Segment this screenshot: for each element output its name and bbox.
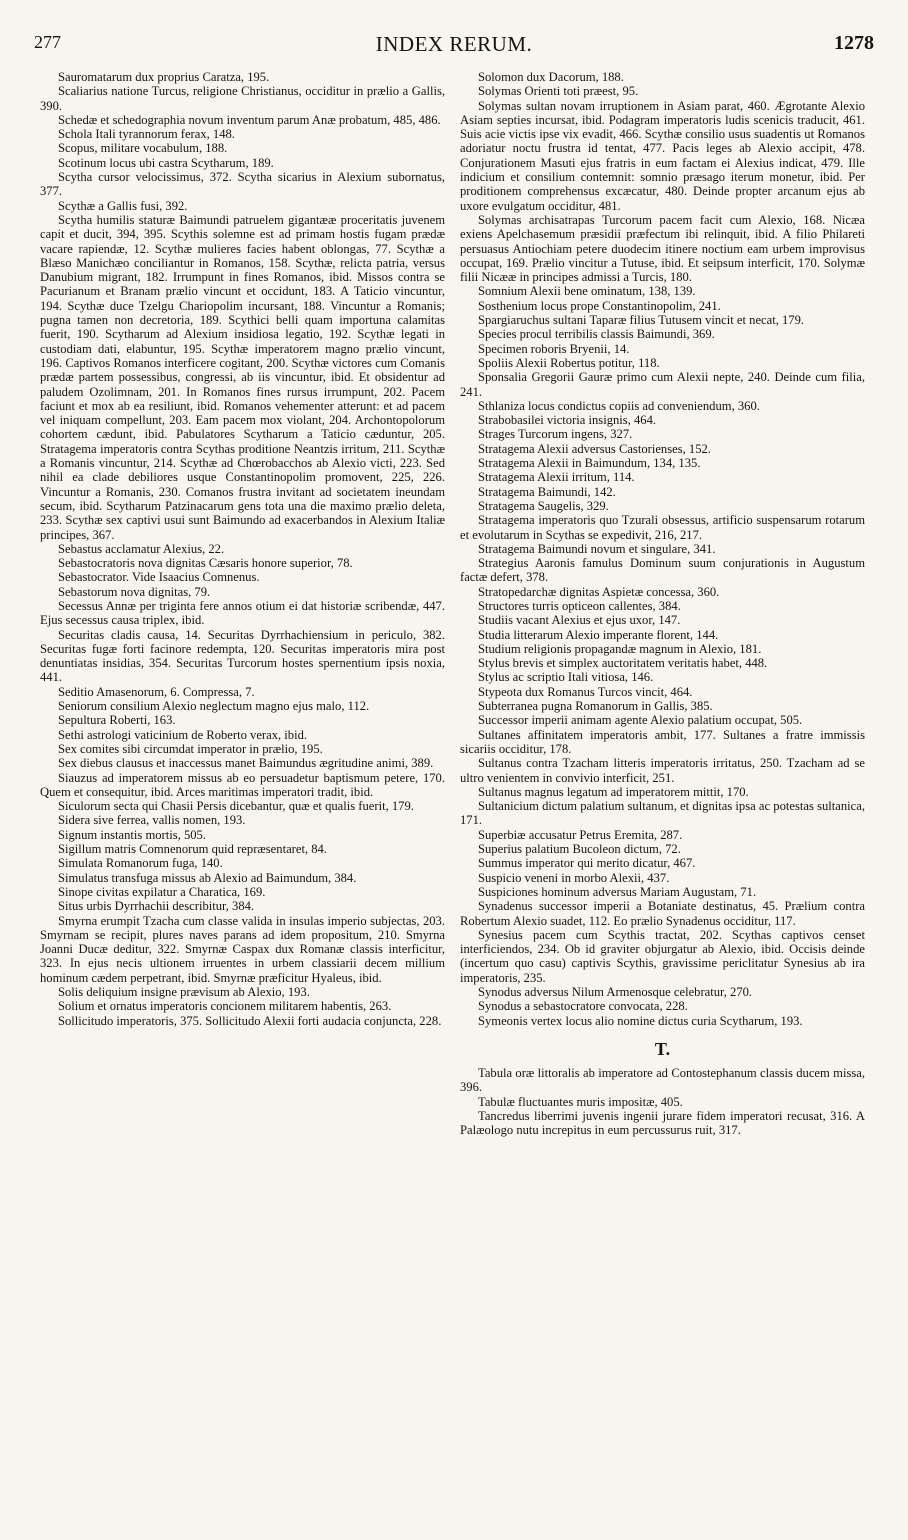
index-entry: Strategius Aaronis famulus Dominum suum conjurationis in Augustum factæ defert, 378. bbox=[460, 556, 865, 585]
index-entry: Spargiaruchus sultani Taparæ filius Tutusem vincit et necat, 179. bbox=[478, 313, 805, 328]
index-entry: Spoliis Alexii Robertus potitur, 118. bbox=[478, 355, 660, 370]
index-entry: Suspicio veneni in morbo Alexii, 437. bbox=[478, 870, 670, 885]
index-entry: Scaliarius natione Turcus, religione Christianus, occiditur in prælio a Gallis, 390. bbox=[40, 84, 445, 113]
index-entry: Siauzus ad imperatorem missus ab eo persuadetur baptismum petere, 170. Quem et consequitur, ibid. Arces maritimas imperatori tradit, ibid. bbox=[40, 770, 445, 799]
index-entry: Scytha cursor velocissimus, 372. Scytha sicarius in Alexium subornatus, 377. bbox=[40, 170, 445, 199]
index-entry: Strabobasilei victoria insignis, 464. bbox=[478, 413, 657, 428]
index-entry: Tabula oræ littoralis ab imperatore ad Contostephanum classis ducem missa, 396. bbox=[460, 1066, 865, 1095]
index-entry: Stratagema Alexii in Baimundum, 134, 135. bbox=[478, 456, 701, 471]
section-letter: T. bbox=[654, 1038, 671, 1059]
index-entry: Sigillum matris Comnenorum quid repræsentaret, 84. bbox=[58, 842, 327, 857]
index-entry: Summus imperator qui merito dicatur, 467. bbox=[478, 856, 696, 871]
index-entry: Stratagema Baimundi novum et singulare, 341. bbox=[478, 541, 716, 556]
index-entry: Solymas sultan novam irruptionem in Asiam parat, 460. Ægrotante Alexio Asiam septies incursat, ibid. Podagram imperatoris ludis scenicis traducit, 461. Suis acie victis ipse vix evadit, 466. Scythæ consilio usus suadentis ut Romanos adoriatur noctu frustra id tentat, 477. Pacis leges ab Alexio accipit, 478. Conjurationem Masuti ejus fratris in eum factam ei Alexius indicat, 479. Ille indicium et consilium contemnit: somnio præsago iterum monetur, ibid. Per proditionem comprehensus excæcatur, 480. Deinde propter arcanum ejus ab uxore evulgatum occiditur, 481. bbox=[460, 98, 865, 213]
page-header bbox=[34, 32, 874, 58]
index-entry: Siculorum secta qui Chasii Persis dicebantur, quæ et qualis fuerit, 179. bbox=[58, 799, 414, 814]
index-entry: Stylus ac scriptio Itali vitiosa, 146. bbox=[478, 670, 654, 685]
index-entry: Sauromatarum dux proprius Caratza, 195. bbox=[58, 70, 270, 84]
index-entry: Seditio Amasenorum, 6. Compressa, 7. bbox=[58, 684, 255, 699]
index-entry: Studium religionis propagandæ magnum in Alexio, 181. bbox=[478, 641, 762, 656]
index-entry: Sultanus contra Tzacham litteris imperatoris irritatus, 250. Tzacham ad se ultro venientem in convivio interficit, 251. bbox=[460, 756, 865, 785]
index-entry: Sollicitudo imperatoris, 375. Sollicitudo Alexii forti audacia conjuncta, 228. bbox=[58, 1013, 442, 1028]
index-entry: Sultanes affinitatem imperatoris ambit, 177. Sultanes a fratre immissis sicariis occiditur, 178. bbox=[460, 727, 865, 756]
index-entry: Somnium Alexii bene ominatum, 138, 139. bbox=[478, 284, 696, 299]
page-number-left: 277 bbox=[34, 32, 61, 52]
index-entry: Sebastocratoris nova dignitas Cæsaris honore superior, 78. bbox=[58, 556, 353, 571]
index-entry: Sebastus acclamatur Alexius, 22. bbox=[58, 541, 225, 556]
index-entry: Sultanus magnus legatum ad imperatorem mittit, 170. bbox=[478, 784, 749, 799]
index-entry: Solis deliquium insigne prævisum ab Alexio, 193. bbox=[58, 985, 310, 999]
right-column bbox=[460, 70, 865, 1138]
index-entry: Specimen roboris Bryenii, 14. bbox=[478, 341, 630, 356]
index-entry: Sultanicium dictum palatium sultanum, et dignitas ipsa ac potestas sultanica, 171. bbox=[460, 799, 865, 828]
index-entry: Simulatus transfuga missus ab Alexio ad Baimundum, 384. bbox=[58, 870, 357, 885]
index-entry: Tabulæ fluctuantes muris impositæ, 405. bbox=[478, 1094, 683, 1109]
index-entry: Stratagema Saugelis, 329. bbox=[478, 498, 609, 513]
index-entry: Sebastocrator. Vide Isaacius Comnenus. bbox=[58, 570, 260, 585]
index-entry: Scotinum locus ubi castra Scytharum, 189. bbox=[58, 155, 274, 170]
index-entry: Strages Turcorum ingens, 327. bbox=[478, 427, 633, 442]
index-entry: Sponsalia Gregorii Gauræ primo cum Alexii nepte, 240. Deinde cum filia, 241. bbox=[460, 370, 865, 399]
index-entry: Successor imperii animam agente Alexio palatium occupat, 505. bbox=[478, 713, 803, 728]
index-entry: Suspiciones hominum adversus Mariam Augustam, 71. bbox=[478, 884, 757, 899]
index-entry: Tancredus liberrimi juvenis ingenii jurare fidem imperatori recusat, 316. A Palæologo nutu increpitus in eum percussurus ruit, 317. bbox=[460, 1109, 865, 1138]
index-entry: Secessus Annæ per triginta fere annos otium ei dat historiæ scribendæ, 447. Ejus secessus causa triplex, ibid. bbox=[40, 598, 445, 628]
index-entry: Stratagema Baimundi, 142. bbox=[478, 484, 616, 499]
index-entry: Securitas cladis causa, 14. Securitas Dyrrhachiensium in periculo, 382. Securitas fugæ forti facinore redempta, 120. Securitas imperatoris mira post denuntiatas insidias, 354. Securitas Turcorum hostes spernentium ipsis noxia, 441. bbox=[40, 627, 445, 685]
index-entry: Synodus adversus Nilum Armenosque celebratur, 270. bbox=[478, 985, 753, 999]
page-number-right: 1278 bbox=[834, 32, 874, 54]
right-entries bbox=[460, 70, 865, 1028]
index-entry: Sosthenium locus prope Constantinopolim, 241. bbox=[478, 298, 721, 313]
index-entry: Synesius pacem cum Scythis tractat, 202. Scythas captivos censet interficiendos, 234. Ob id graviter objurgatur ab Alexio, ibid. Occisis deinde (incertum quo casu) captivis Scythis, gravissime periclitatur Synesius ab ira imperatoris, 235. bbox=[460, 927, 865, 985]
index-entry: Solymas Orienti toti præest, 95. bbox=[478, 84, 639, 99]
index-entry: Seniorum consilium Alexio neglectum magno ejus malo, 112. bbox=[58, 699, 370, 714]
index-entry: Smyrna erumpit Tzacha cum classe valida in insulas imperio subjectas, 203. Smyrnam se recipit, plures naves parans ad idem propositum, 210. Smyrna Joanni Ducæ deditur, 322. Smyrnæ Caspax dux Romanæ classis interficitur, 323. In ejus necis ultionem irruentes in urbem classiarii decem millium hominum cædem perpetrant, ibid. Smyrnæ præficitur Hyaleus, ibid. bbox=[40, 913, 445, 985]
index-entry: Sex comites sibi circumdat imperator in prælio, 195. bbox=[58, 741, 323, 756]
index-entry: Stratagema Alexii irritum, 114. bbox=[478, 470, 635, 485]
index-entry: Simulata Romanorum fuga, 140. bbox=[58, 856, 223, 871]
index-entry: Synodus a sebastocratore convocata, 228. bbox=[478, 999, 688, 1014]
index-entry: Schola Itali tyrannorum ferax, 148. bbox=[58, 127, 235, 142]
index-entry: Scythæ a Gallis fusi, 392. bbox=[58, 198, 188, 213]
index-entry: Sidera sive ferrea, vallis nomen, 193. bbox=[58, 813, 246, 828]
left-column bbox=[40, 70, 445, 1028]
index-entry: Signum instantis mortis, 505. bbox=[58, 827, 206, 842]
index-entry: Superbiæ accusatur Petrus Eremita, 287. bbox=[478, 827, 683, 842]
page-title: INDEX RERUM. bbox=[375, 32, 533, 56]
index-entry: Solymas archisatrapas Turcorum pacem facit cum Alexio, 168. Nicæa exiens Apelchasemum præsidii præfectum ibi relinquit, ibid. A filio Philareti persuasus Antiochiam petere duodecim itinere noctium eam urbem improvisus occupat, 169. Prælio vincitur a Tutuse, ibid. Et seipsum interficit, 170. Solymæ filii Nicææ in principes admissi a Turcis, 180. bbox=[460, 212, 865, 285]
index-entry: Sebastorum nova dignitas, 79. bbox=[58, 584, 211, 599]
index-entry: Synadenus successor imperii a Botaniate destinatus, 45. Prælium contra Robertum Alexio suadet, 112. Eo prælio Synadenus occiditur, 117. bbox=[460, 899, 865, 928]
index-entry: Sthlaniza locus condictus copiis ad conveniendum, 360. bbox=[478, 398, 760, 413]
index-entry: Studiis vacant Alexius et ejus uxor, 147. bbox=[478, 613, 681, 628]
index-entry: Stratopedarchæ dignitas Aspietæ concessa, 360. bbox=[478, 584, 720, 599]
index-entry: Stylus brevis et simplex auctoritatem veritatis habet, 448. bbox=[478, 656, 768, 671]
index-entry: Scytha humilis staturæ Baimundi patruelem gigantææ proceritatis juvenem capit et ducit, 394, 395. Scythis solemne est ad primam hostis fugam prædæ vacare rapiendæ, 12. Scythæ mulieres facies habent oblongas, 77. Scythæ a Blæso Manichæo conciliantur in Romanos, 158. Scythæ, relicta patria, versus Danubium migrant, 182. Irrumpunt in fines Romanos, ibid. Missos contra se Pacurianum et Branam prælio vincunt et occidunt, 183. A Taticio vincuntur, 194. Scythæ duce Tzelgu Chariopolim incursant, 188. Vincuntur a Romanis; pugna tamen non decretoria, 189. Scythici belli quam importuna calamitas fuerit, 190. Scytharum ad Alexium insidiosa legatio, 192. Scythæ legati in custodiam dati, elabuntur, 195. Scythæ imperatorem magno prælio vincunt, 196. Captivos Romanos interficere cogitant, 200. Scythæ victores cum Comanis prædæ partem possessibus, congressi, ab iis vincuntur, ibid. Et obsidentur ad paludem Ozolimnam, 201. In Romanos fines rursus irrumpunt, 202. Pacem faciunt et mox ab ea resiliunt, ibid. Romanos vehementer atterunt: et ad pacem vel iniquam compellunt, 203. Eam pacem mox violant, 204. Archontopolorum cohortem cædunt, ibid. Pabulatores Scytharum a Taticio cæduntur, 205. Stratagema imperatoris contra Scythas proditione Neantzis irritum, 211. Scythæ a Romanis vincuntur, 214. Scythæ ad Chœrobacchos ab Alexio victi, 223. Sed nihil ea clade debiliores usque Constantinopolim promovent, 225, 226. Vincuntur a Romanis, 230. Comanos frustra invitant ad societatem ineundam secum, ibid. Scytharum Patzinacarum gens tota una die maximo prælio deleta, 233. Scythæ sex captivi usui sunt Baimundo ad exacerbandos in Alexium Italiæ principes, 367. bbox=[40, 212, 445, 542]
index-entry: Symeonis vertex locus alio nomine dictus curia Scytharum, 193. bbox=[478, 1013, 803, 1028]
index-entry: Subterranea pugna Romanorum in Gallis, 385. bbox=[478, 699, 713, 714]
index-entry: Stratagema imperatoris quo Tzurali obsessus, artificio suspensarum rotarum et evolutarum in Scythas se expedivit, 216, 217. bbox=[460, 513, 865, 542]
index-entry: Structores turris opticeon callentes, 384. bbox=[478, 598, 681, 613]
t-section-entries bbox=[460, 1066, 865, 1137]
index-entry: Solomon dux Dacorum, 188. bbox=[478, 70, 624, 84]
index-entry: Stypeota dux Romanus Turcos vincit, 464. bbox=[478, 684, 693, 699]
index-entry: Sex diebus clausus et inaccessus manet Baimundus ægritudine animi, 389. bbox=[58, 756, 434, 771]
index-entry: Stratagema Alexii adversus Castorienses, 152. bbox=[478, 441, 711, 456]
index-entry: Studia litterarum Alexio imperante florent, 144. bbox=[478, 627, 719, 642]
index-entry: Schedæ et schedographia novum inventum parum Anæ probatum, 485, 486. bbox=[58, 112, 441, 127]
index-entry: Situs urbis Dyrrhachii describitur, 384. bbox=[58, 899, 255, 914]
index-entry: Scopus, militare vocabulum, 188. bbox=[58, 141, 228, 156]
index-entry: Species procul terribilis classis Baimundi, 369. bbox=[478, 327, 715, 342]
index-entry: Sinope civitas expilatur a Charatica, 169. bbox=[58, 884, 266, 899]
index-entry: Solium et ornatus imperatoris concionem militarem habentis, 263. bbox=[58, 999, 392, 1014]
index-entry: Superius palatium Bucoleon dictum, 72. bbox=[478, 842, 681, 857]
index-entry: Sethi astrologi vaticinium de Roberto verax, ibid. bbox=[58, 727, 308, 742]
index-entry: Sepultura Roberti, 163. bbox=[58, 713, 176, 728]
